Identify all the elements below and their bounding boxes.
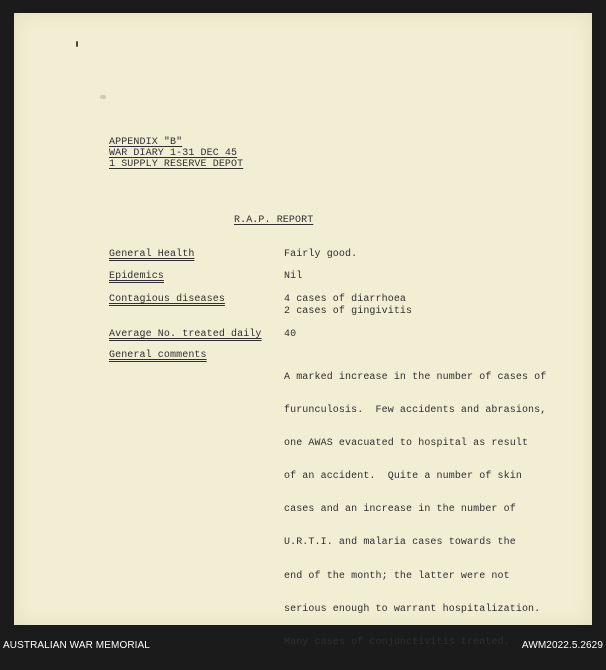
label-epidemics: Epidemics: [109, 271, 164, 282]
value-general-health: Fairly good.: [284, 249, 358, 260]
comment-line: serious enough to warrant hospitalization.: [284, 603, 541, 615]
value-average-treated: 40: [284, 329, 297, 340]
label-contagious-diseases: Contagious diseases: [109, 294, 225, 305]
paper-mark: [76, 41, 78, 47]
report-title: R.A.P. REPORT: [234, 215, 314, 226]
value-contagious-line-2: 2 cases of gingivitis: [284, 306, 413, 317]
paper-stain: [100, 95, 106, 99]
comment-line: one AWAS evacuated to hospital as result: [284, 438, 529, 450]
label-average-treated: Average No. treated daily: [109, 329, 262, 340]
footer-institution: AUSTRALIAN WAR MEMORIAL: [3, 640, 150, 651]
comment-line: U.R.T.I. and malaria cases towards the: [284, 537, 516, 549]
value-general-comments: [284, 350, 546, 670]
label-general-comments: General comments: [109, 350, 207, 361]
header-appendix: APPENDIX "B": [109, 137, 183, 148]
comment-line: furunculosis. Few accidents and abrasions,: [284, 405, 547, 417]
comment-line: end of the month; the latter were not: [284, 570, 510, 582]
comment-line: Many cases of conjunctivitis treated.: [284, 636, 510, 648]
comment-line: cases and an increase in the number of: [284, 504, 516, 516]
header-unit: 1 SUPPLY RESERVE DEPOT: [109, 159, 244, 170]
footer-reference: AWM2022.5.2629: [521, 640, 603, 651]
header-war-diary: WAR DIARY 1-31 DEC 45: [109, 148, 238, 159]
comment-line: of an accident. Quite a number of skin: [284, 471, 522, 483]
label-general-health: General Health: [109, 249, 195, 260]
value-epidemics: Nil: [284, 271, 303, 282]
value-contagious-line-1: 4 cases of diarrhoea: [284, 294, 407, 305]
comment-line: A marked increase in the number of cases of: [284, 372, 547, 383]
